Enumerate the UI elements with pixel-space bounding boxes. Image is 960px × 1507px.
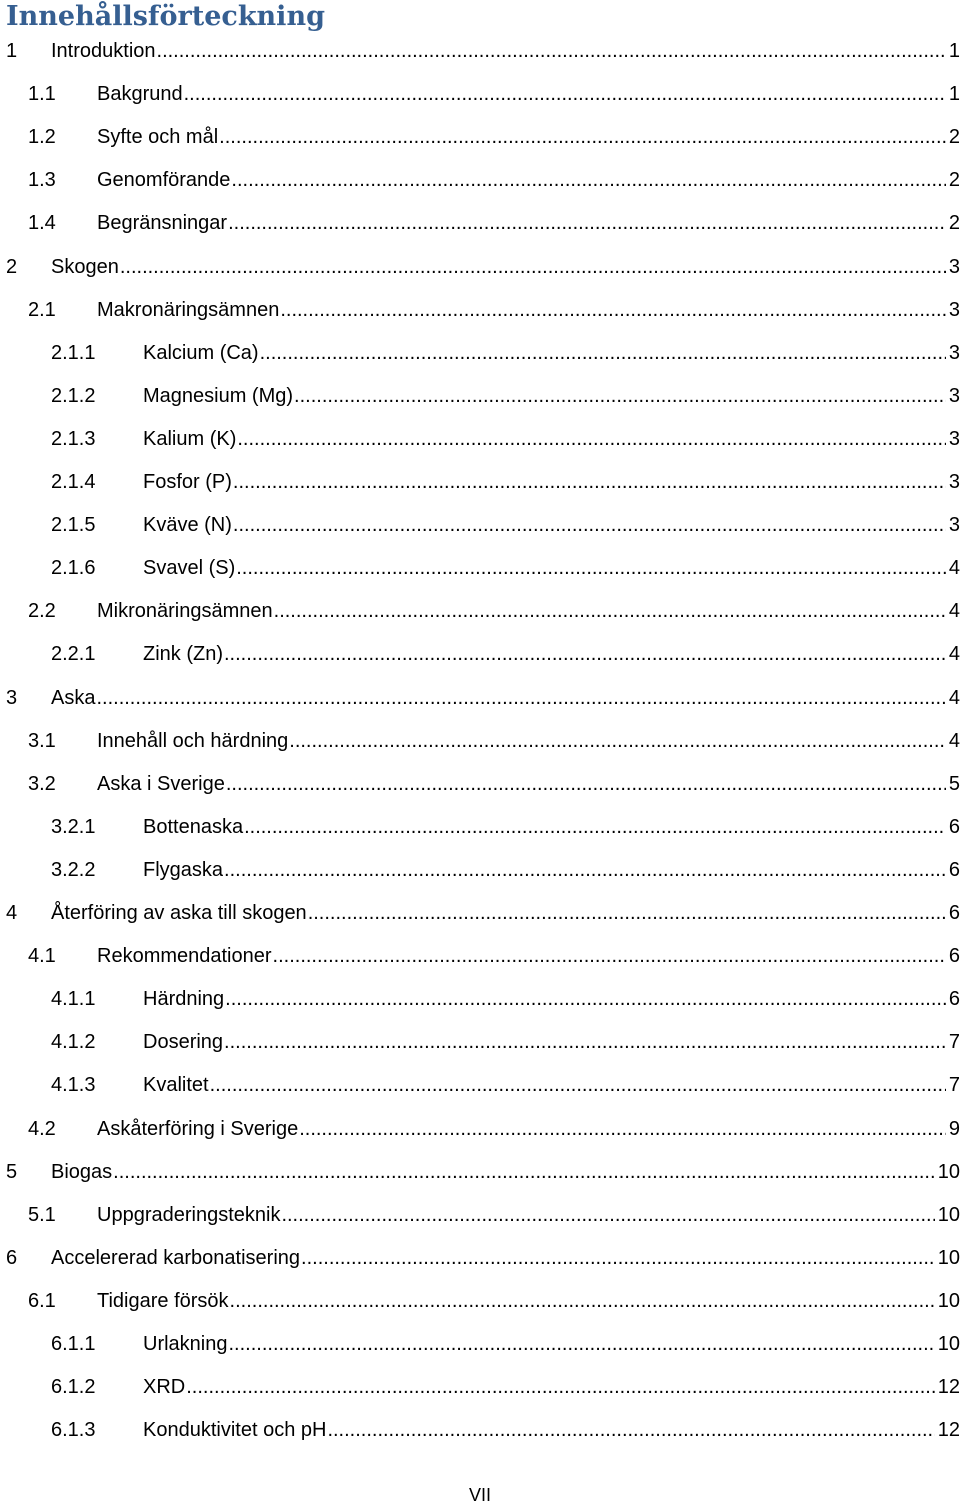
toc-entry-page: 3 (948, 298, 960, 321)
toc-leader-dots (184, 82, 946, 106)
toc-leader-dots (186, 1375, 935, 1399)
toc-entry-number: 2.2 (28, 600, 56, 623)
toc-entry[interactable] (0, 1281, 960, 1321)
toc-entry-label: Kvalitet (143, 1074, 209, 1097)
toc-entry-label: Accelererad karbonatisering (51, 1246, 301, 1269)
toc-entry-number: 1.2 (28, 126, 56, 149)
toc-entry-number: 2.2.1 (51, 643, 96, 666)
toc-entry-label: Härdning (143, 988, 225, 1011)
toc-entry-page: 3 (948, 514, 960, 537)
toc-entry-page: 5 (948, 772, 960, 795)
toc-leader-dots (236, 556, 946, 580)
toc-entry[interactable] (0, 1109, 960, 1149)
toc-entry-label: Kväve (N) (143, 514, 232, 537)
toc-entry[interactable] (0, 1367, 960, 1407)
toc-entry-page: 3 (948, 341, 960, 364)
toc-entry-number: 4.2 (28, 1117, 56, 1140)
toc-entry[interactable] (0, 31, 960, 71)
toc-entry[interactable] (0, 203, 960, 243)
toc-entry-number: 6.1.2 (51, 1376, 96, 1399)
toc-entry[interactable] (0, 1065, 960, 1105)
toc-entry-label: Svavel (S) (143, 557, 236, 580)
toc-entry[interactable] (0, 721, 960, 761)
toc-entry-number: 4.1.3 (51, 1074, 96, 1097)
toc-leader-dots (230, 1289, 935, 1313)
toc-entry-number: 3.2.1 (51, 815, 96, 838)
toc-entry-label: Flygaska (143, 858, 224, 881)
toc-entry-number: 1.1 (28, 83, 56, 106)
toc-leader-dots (224, 1030, 946, 1054)
toc-entry-page: 4 (948, 686, 960, 709)
toc-entry[interactable] (0, 807, 960, 847)
toc-entry-number: 2.1.4 (51, 471, 96, 493)
toc-entry-page: 6 (948, 945, 960, 968)
toc-entry-label: Tidigare försök (97, 1289, 229, 1312)
toc-entry-page: 4 (948, 557, 960, 580)
toc-entry-label: Kalium (K) (143, 427, 237, 450)
toc-leader-dots (228, 211, 946, 235)
toc-entry-page: 6 (948, 988, 960, 1011)
toc-entry-label: Introduktion (51, 40, 156, 62)
toc-leader-dots (281, 1203, 934, 1227)
toc-leader-dots (228, 1332, 934, 1356)
toc-leader-dots (289, 729, 946, 753)
toc-leader-dots (120, 255, 946, 279)
toc-entry-number: 4.1 (28, 945, 56, 968)
toc-entry-number: 4.1.1 (51, 988, 96, 1011)
toc-entry-label: Bakgrund (97, 83, 183, 106)
toc-leader-dots (327, 1418, 934, 1442)
toc-entry[interactable] (0, 1238, 960, 1278)
toc-entry-page: 10 (937, 1333, 960, 1355)
toc-leader-dots (157, 39, 946, 63)
toc-entry[interactable] (0, 333, 960, 373)
toc-entry-label: Kalcium (Ca) (143, 341, 259, 364)
toc-leader-dots (113, 1160, 935, 1184)
toc-entry-page: 2 (948, 126, 960, 149)
toc-entry-number: 2.1.1 (51, 341, 96, 364)
toc-entry-page: 3 (948, 471, 960, 493)
toc-title: Innehållsförteckning (6, 1, 325, 32)
toc-entry-page: 6 (948, 815, 960, 838)
toc-entry-number: 2.1.5 (51, 514, 96, 537)
toc-entry[interactable] (0, 764, 960, 804)
toc-leader-dots (244, 815, 946, 839)
toc-entry-number: 3.1 (28, 729, 56, 752)
toc-entry-page: 6 (948, 858, 960, 881)
toc-entry-label: Aska (51, 686, 96, 709)
toc-entry[interactable] (0, 634, 960, 674)
toc-entry-label: XRD (143, 1376, 186, 1399)
toc-entry[interactable] (0, 936, 960, 976)
toc-entry-number: 1.4 (28, 212, 56, 235)
toc-entry-page: 10 (937, 1160, 960, 1183)
toc-entry-number: 6.1.1 (51, 1333, 96, 1355)
toc-entry-page: 7 (948, 1074, 960, 1097)
toc-entry-number: 3 (6, 686, 18, 709)
toc-entry-label: Urlakning (143, 1333, 228, 1355)
toc-entry-label: Återföring av aska till skogen (51, 902, 307, 924)
toc-leader-dots (219, 125, 946, 149)
toc-entry-label: Mikronäringsämnen (97, 600, 273, 623)
toc-entry-number: 3.2.2 (51, 858, 96, 881)
toc-entry-label: Magnesium (Mg) (143, 384, 294, 407)
toc-entry-page: 2 (948, 212, 960, 235)
toc-entry[interactable] (0, 1410, 960, 1450)
toc-entry-page: 4 (948, 729, 960, 752)
toc-entry-number: 4.1.2 (51, 1031, 96, 1054)
toc-entry-page: 6 (948, 902, 960, 924)
toc-entry-label: Dosering (143, 1031, 224, 1054)
toc-entry-number: 6.1.3 (51, 1419, 96, 1442)
toc-entry[interactable] (0, 1324, 960, 1364)
toc-leader-dots (237, 427, 946, 451)
toc-entry-page: 7 (948, 1031, 960, 1054)
toc-entry[interactable] (0, 1152, 960, 1192)
toc-leader-dots (260, 341, 946, 365)
toc-entry-number: 2.1.2 (51, 384, 96, 407)
toc-entry-number: 2 (6, 255, 18, 278)
toc-leader-dots (274, 599, 946, 623)
toc-leader-dots (299, 1117, 946, 1141)
toc-entry[interactable] (0, 893, 960, 933)
toc-entry-number: 2.1.6 (51, 557, 96, 580)
toc-entry-number: 2.1.3 (51, 427, 96, 450)
toc-leader-dots (280, 298, 946, 322)
toc-entry-label: Innehåll och härdning (97, 729, 289, 752)
toc-entry-page: 12 (937, 1419, 960, 1442)
toc-entry-page: 3 (948, 427, 960, 450)
toc-entry[interactable] (0, 419, 960, 459)
toc-entry-page: 1 (948, 40, 960, 62)
toc-entry[interactable] (0, 591, 960, 631)
toc-entry-label: Fosfor (P) (143, 471, 232, 493)
toc-entry-page: 10 (937, 1289, 960, 1312)
toc-leader-dots (294, 384, 946, 408)
toc-entry-label: Bottenaska (143, 815, 244, 838)
toc-entry-label: Biogas (51, 1160, 113, 1183)
toc-entry-page: 3 (948, 255, 960, 278)
toc-entry-number: 1.3 (28, 169, 56, 192)
toc-entry-label: Genomförande (97, 169, 231, 192)
toc-entry-label: Aska i Sverige (97, 772, 225, 795)
toc-leader-dots (233, 470, 946, 494)
toc-entry-number: 4 (6, 902, 18, 924)
toc-entry-number: 3.2 (28, 772, 56, 795)
toc-leader-dots (308, 901, 946, 925)
toc-entry[interactable] (0, 850, 960, 890)
toc-entry[interactable] (0, 1195, 960, 1235)
toc-leader-dots (301, 1246, 935, 1270)
toc-entry[interactable] (0, 160, 960, 200)
toc-entry-page: 10 (937, 1246, 960, 1269)
toc-entry-label: Makronäringsämnen (97, 298, 280, 321)
toc-leader-dots (210, 1073, 946, 1097)
toc-entry-page: 1 (948, 83, 960, 106)
toc-entry[interactable] (0, 678, 960, 718)
toc-entry-page: 12 (937, 1376, 960, 1399)
toc-entry-page: 10 (937, 1203, 960, 1226)
toc-leader-dots (233, 513, 946, 537)
toc-entry-label: Askåterföring i Sverige (97, 1117, 299, 1140)
toc-leader-dots (224, 858, 946, 882)
toc-entry[interactable] (0, 979, 960, 1019)
toc-entry-number: 6 (6, 1246, 18, 1269)
toc-entry[interactable] (0, 74, 960, 114)
toc-entry-label: Uppgraderingsteknik (97, 1203, 281, 1226)
toc-leader-dots (231, 168, 945, 192)
toc-entry[interactable] (0, 548, 960, 588)
toc-entry[interactable] (0, 462, 960, 502)
toc-entry[interactable] (0, 376, 960, 416)
toc-entry[interactable] (0, 117, 960, 157)
toc-entry-page: 3 (948, 384, 960, 407)
toc-entry[interactable] (0, 1022, 960, 1062)
toc-entry-label: Syfte och mål (97, 126, 219, 149)
toc-entry-number: 1 (6, 40, 18, 62)
toc-entry-page: 4 (948, 643, 960, 666)
toc-leader-dots (225, 987, 946, 1011)
toc-leader-dots (224, 642, 946, 666)
toc-entry-number: 6.1 (28, 1289, 56, 1312)
toc-leader-dots (96, 686, 945, 710)
toc-entry-page: 4 (948, 600, 960, 623)
toc-entry[interactable] (0, 290, 960, 330)
toc-entry[interactable] (0, 505, 960, 545)
toc-entry-number: 2.1 (28, 298, 56, 321)
toc-entry-label: Skogen (51, 255, 119, 278)
page-number: VII (468, 1485, 491, 1505)
toc-entry-label: Rekommendationer (97, 945, 272, 968)
toc-leader-dots (226, 772, 946, 796)
toc-entry-number: 5 (6, 1160, 18, 1183)
toc-entry-label: Zink (Zn) (143, 643, 223, 666)
toc-entry-page: 2 (948, 169, 960, 192)
toc-entry-label: Konduktivitet och pH (143, 1419, 327, 1442)
toc-entry-label: Begränsningar (97, 212, 228, 235)
toc-entry-page: 9 (948, 1117, 960, 1140)
toc-leader-dots (273, 944, 946, 968)
toc-entry[interactable] (0, 247, 960, 287)
toc-entry-number: 5.1 (28, 1203, 56, 1226)
